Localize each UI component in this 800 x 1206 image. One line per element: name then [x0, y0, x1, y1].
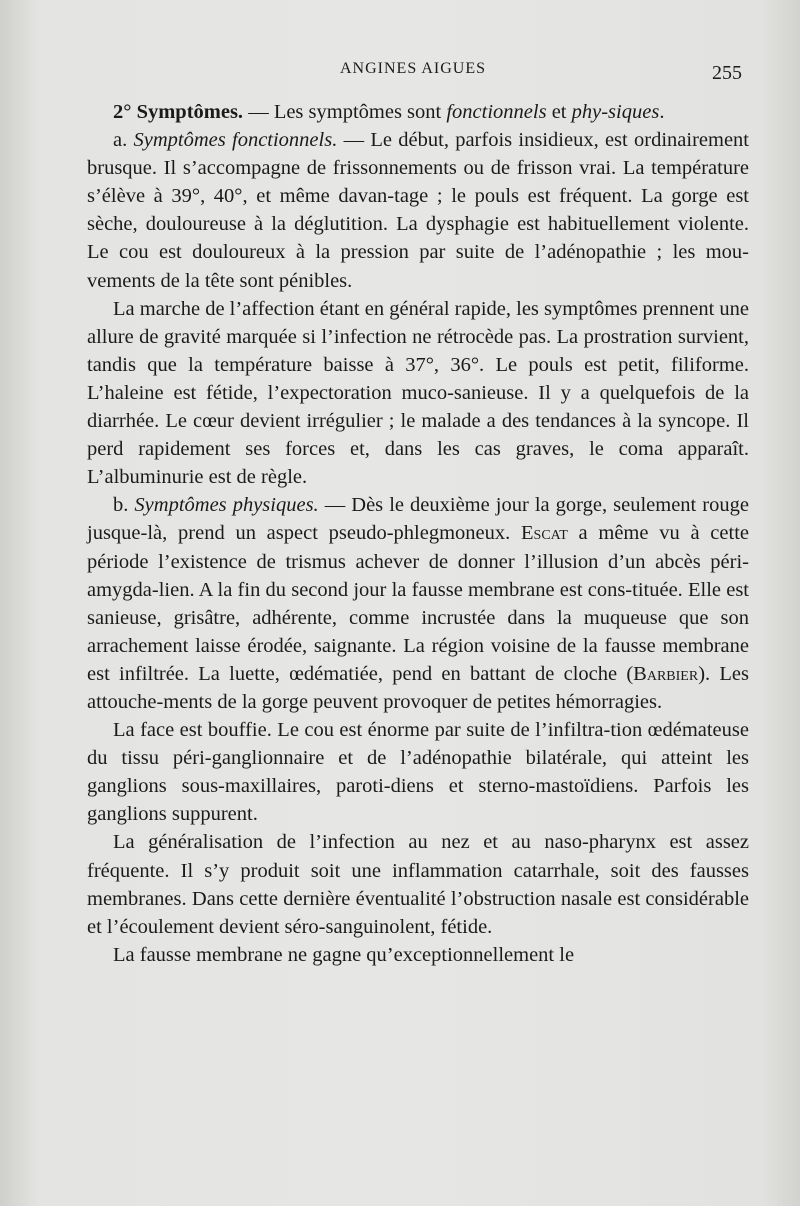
section-heading: Symptômes. — [136, 101, 244, 123]
page-number: 255 — [712, 62, 742, 84]
sub-a-text: — Le début, parfois insidieux, est ordinairement brusque. Il s’accompagne de frissonnements ou de frisson vrai. La température s’élève à 39°, 40°, et même davan-tage ; le pouls est fréquent. La gorge est sèche, douloureuse à la déglutition. La dysphagie est habituellement violente. Le cou est douloureux à la pression par suite de l’adénopathie ; les mou-vements de la tête sont pénibles. — [87, 129, 749, 292]
section-number: 2° — [113, 101, 132, 123]
paragraph-generalisation: La généralisation de l’infection au nez et au naso-pharynx est assez fréquente. Il s’y produit soit une inflammation catarrhale, soit des fausses membranes. Dans cette dernière éventualité l’obstruction nasale est considérable et l’écoulement devient séro-sanguinolent, fétide. — [87, 831, 749, 938]
author-barbier: Barbier — [633, 662, 699, 685]
sub-a-title: Symptômes fonctionnels. — [133, 129, 338, 152]
paragraph-marche: La marche de l’affection étant en général rapide, les symptômes prennent une allure de gravité marquée si l’infection ne rétrocède pas. La prostration survient, tandis que la température baisse à 37°, 36°. Le pouls est petit, filiforme. L’haleine est fétide, l’expectoration muco-sanieuse. Il y a quelquefois de la diarrhée. Le cœur devient irrégulier ; le malade a des tendances à la syncope. Il perd rapidement ses forces et, dans les cas graves, le coma apparaît. L’albuminurie est de règle. — [87, 297, 749, 489]
sub-b-text-2: a même vu à cette période l’existence de trismus achever de donner l’illusion d’un abcès péri-amygda-lien. A la fin du second jour la fausse membrane est cons-tituée. Elle est sanieuse, grisâtre, adhérente, comme incrustée dans la muqueuse que son arrachement laisse érodée, saignante. La région voisine de la fausse membrane est infiltrée. La luette, œdématiée, pend en battant de cloche ( — [87, 522, 749, 685]
paragraph-symptomes-physiques — [87, 491, 749, 716]
page-header — [0, 58, 800, 88]
section-intro-em-fonctionnels: fonctionnels — [446, 101, 547, 123]
section-intro-pre: — Les symptômes sont — [243, 101, 447, 123]
author-escat: Escat — [521, 522, 568, 545]
section-intro-post: . — [659, 101, 665, 123]
running-title: ANGINES AIGUES — [340, 60, 486, 77]
section-intro-em-physiques: phy-siques — [571, 101, 660, 123]
paragraph-symptomes-fonctionnels — [87, 126, 749, 295]
paragraph-face: La face est bouffie. Le cou est énorme par suite de l’infiltra-tion œdémateuse du tissu péri-ganglionnaire et de l’adénopathie bilatérale, qui atteint les ganglions sous-maxillaires, paroti-diens et sterno-mastoïdiens. Parfois les ganglions suppurent. — [87, 719, 749, 826]
sub-a-label: a. — [113, 129, 134, 152]
sub-b-label: b. — [113, 494, 135, 517]
sub-b-text-1: — Dès le deuxième jour la gorge, seulement rouge jusque-là, prend un aspect pseudo-phlegmoneux. — [87, 494, 749, 545]
sub-b-text-3: ). Les attouche-ments de la gorge peuvent provoquer de petites hémorragies. — [87, 662, 749, 713]
section-heading-paragraph — [87, 98, 749, 126]
paragraph-last-line: La fausse membrane ne gagne qu’exceptionnellement le — [113, 943, 575, 966]
sub-b-title: Symptômes physiques. — [134, 494, 319, 517]
section-intro-mid: et — [546, 101, 572, 123]
body-text — [87, 98, 749, 969]
